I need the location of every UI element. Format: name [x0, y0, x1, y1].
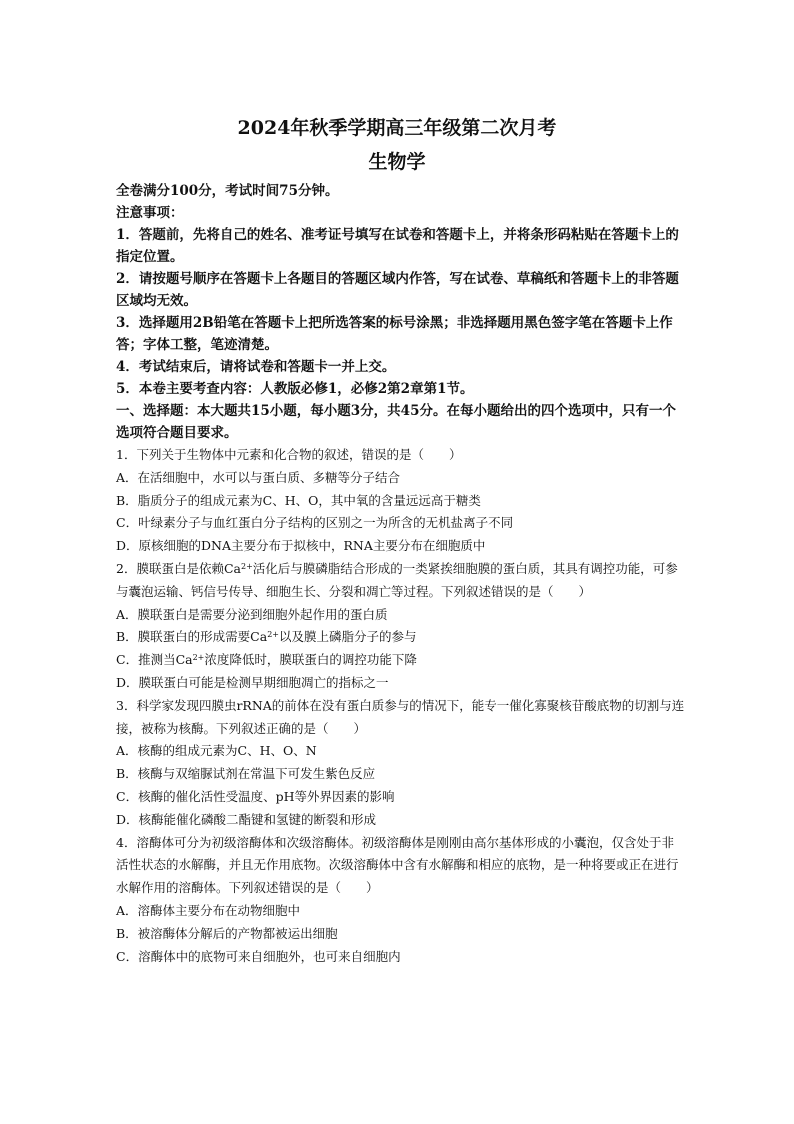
notice-item: 4．考试结束后，请将试卷和答题卡一并上交。	[116, 359, 396, 375]
option-d: D．核酶能催化磷酸二酯键和氢键的断裂和形成	[116, 811, 377, 827]
option-a: A．溶酶体主要分布在动物细胞中	[116, 902, 301, 918]
question-2	[116, 558, 686, 695]
section-heading: 一、选择题：本大题共15小题，每小题3分，共45分。在每小题给出的四个选项中，只有一个选项符合题目要求。	[116, 403, 676, 441]
option-c: C．核酶的催化活性受温度、pH等外界因素的影响	[116, 788, 395, 804]
question-stem: 4．溶酶体可分为初级溶酶体和次级溶酶体。初级溶酶体是刚刚由高尔基体形成的小囊泡，仅含处于非活性状态的水解酶，并且无作用底物。次级溶酶体中含有水解酶和相应的底物，是一种将要或正在进行水解作用的溶酶体。下列叙述错误的是（ ）	[116, 834, 679, 896]
option-a: A．在活细胞中，水可以与蛋白质、多糖等分子结合	[116, 469, 401, 485]
question-stem: 1．下列关于生物体中元素和化合物的叙述，错误的是（ ）	[116, 447, 462, 462]
score-time-line: 全卷满分100分，考试时间75分钟。	[116, 183, 339, 199]
option-c: C．叶绿素分子与血红蛋白分子结构的区别之一为所含的无机盐离子不同	[116, 515, 514, 531]
option-a: A．核酶的组成元素为C、H、O、N	[116, 743, 317, 759]
question-3	[116, 695, 686, 832]
option-c: C．溶酶体中的底物可来自细胞外，也可来自细胞内	[116, 948, 401, 964]
exam-title: 2024年秋季学期高三年级第二次月考	[237, 117, 557, 139]
option-b: B．膜联蛋白的形成需要$Ca^{2+}$以及膜上磷脂分子的参与	[116, 629, 417, 645]
option-b: B．脂质分子的组成元素为C、H、O，其中氧的含量远远高于糖类	[116, 492, 481, 508]
option-d: D．膜联蛋白可能是检测早期细胞凋亡的指标之一	[116, 674, 389, 690]
option-b: B．核酶与双缩脲试剂在常温下可发生紫色反应	[116, 766, 376, 782]
notice-heading: 注意事项：	[116, 205, 184, 221]
question-4	[116, 832, 686, 969]
notice-item: 1．答题前，先将自己的姓名、准考证号填写在试卷和答题卡上，并将条形码粘贴在答题卡上的指定位置。	[116, 227, 679, 265]
notice-item: 3．选择题用2B铅笔在答题卡上把所选答案的标号涂黑；非选择题用黑色签字笔在答题卡上作答；字体工整，笔迹清楚。	[116, 315, 673, 353]
exam-content	[116, 180, 686, 968]
notice-item: 5．本卷主要考查内容：人教版必修1，必修2第2章第1节。	[116, 381, 474, 397]
subject-title: 生物学	[368, 151, 426, 173]
notice-item: 2．请按题号顺序在答题卡上各题目的答题区域内作答，写在试卷、草稿纸和答题卡上的非答题区域均无效。	[116, 271, 679, 309]
question-1	[116, 444, 686, 558]
option-c: C．推测当$Ca^{2+}$浓度降低时，膜联蛋白的调控功能下降	[116, 652, 417, 668]
question-stem: 2．膜联蛋白是依赖$Ca^{2+}$活化后与膜磷脂结合形成的一类紧挨细胞膜的蛋白质，其具有调控功能，可参与囊泡运输、钙信号传导、细胞生长、分裂和凋亡等过程。下列叙述错误的是（ ）	[116, 560, 678, 599]
option-d: D．原核细胞的DNA主要分布于拟核中，RNA主要分布在细胞质中	[116, 538, 486, 554]
question-stem: 3．科学家发现四膜虫rRNA的前体在没有蛋白质参与的情况下，能专一催化寡聚核苷酸底物的切割与连接，被称为核酶。下列叙述正确的是（ ）	[116, 697, 685, 736]
option-b: B．被溶酶体分解后的产物都被运出细胞	[116, 925, 338, 941]
option-a: A．膜联蛋白是需要分泌到细胞外起作用的蛋白质	[116, 606, 388, 622]
